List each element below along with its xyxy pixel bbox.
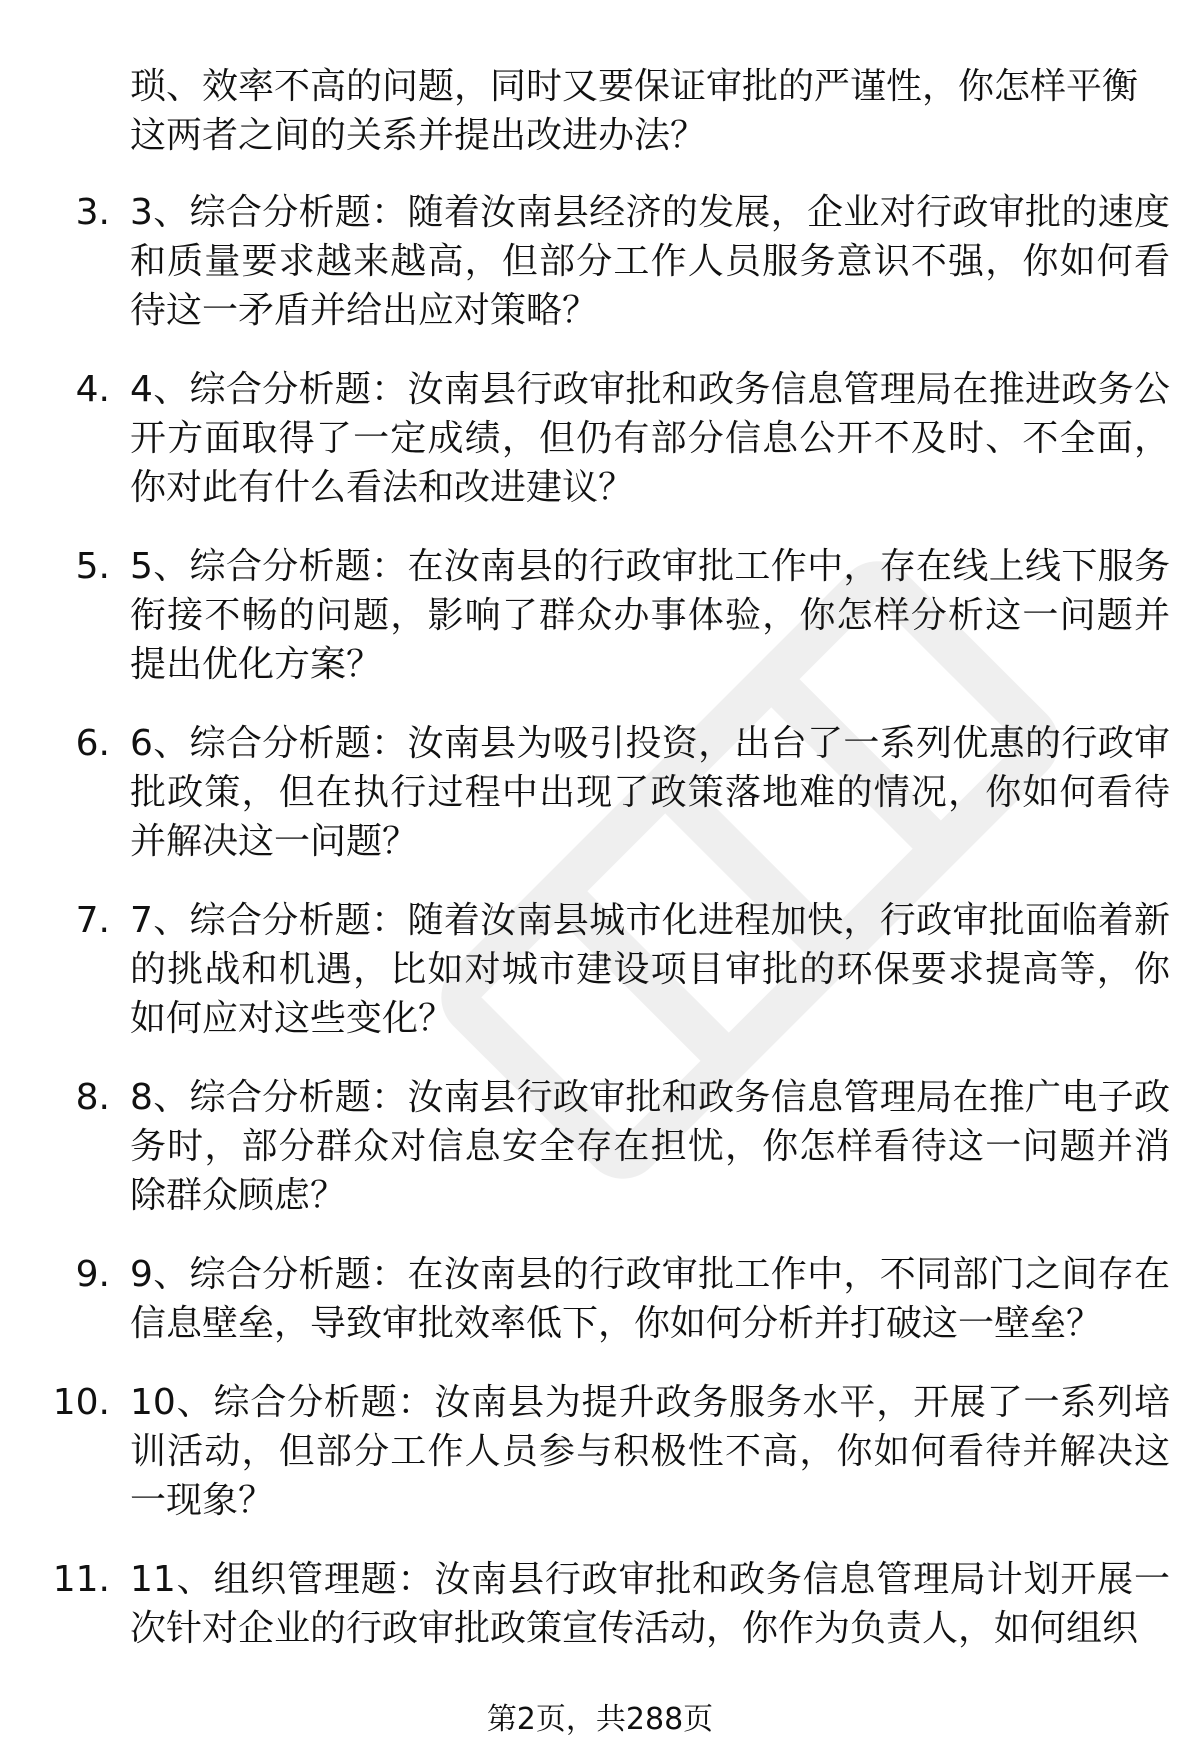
list-item-number: 3. (75, 192, 110, 233)
list-item-number: 6. (75, 723, 110, 764)
list-item-text: 8、综合分析题：汝南县行政审批和政务信息管理局在推广电子政务时，部分群众对信息安全存在担忧，你怎样看待这一问题并消除群众顾虑？ (130, 1077, 1170, 1216)
list-item (0, 188, 1200, 335)
list-item-number: 8. (75, 1077, 110, 1118)
list-item-number: 5. (75, 546, 110, 587)
list-item (0, 719, 1200, 866)
list-item (0, 1378, 1200, 1525)
list-item (0, 896, 1200, 1043)
list-item-text: 4、综合分析题：汝南县行政审批和政务信息管理局在推进政务公开方面取得了一定成绩，但仍有部分信息公开不及时、不全面，你对此有什么看法和改进建议？ (130, 369, 1170, 508)
list-item-number: 4. (75, 369, 110, 410)
list-item-number: 11. (52, 1559, 110, 1600)
list-item-text: 6、综合分析题：汝南县为吸引投资，出台了一系列优惠的行政审批政策，但在执行过程中出现了政策落地难的情况，你如何看待并解决这一问题？ (130, 723, 1170, 862)
list-item-text: 7、综合分析题：随着汝南县城市化进程加快，行政审批面临着新的挑战和机遇，比如对城市建设项目审批的环保要求提高等，你如何应对这些变化？ (130, 900, 1170, 1039)
question-list (0, 188, 1200, 1683)
list-item-number: 9. (75, 1254, 110, 1295)
continued-paragraph: 琐、效率不高的问题，同时又要保证审批的严谨性，你怎样平衡这两者之间的关系并提出改进办法？ (130, 66, 1139, 156)
list-item (0, 1250, 1200, 1348)
list-item (0, 365, 1200, 512)
list-item-text: 9、综合分析题：在汝南县的行政审批工作中，不同部门之间存在信息壁垒，导致审批效率低下，你如何分析并打破这一壁垒？ (130, 1254, 1170, 1344)
list-item (0, 542, 1200, 689)
list-item-text: 3、综合分析题：随着汝南县经济的发展，企业对行政审批的速度和质量要求越来越高，但部分工作人员服务意识不强，你如何看待这一矛盾并给出应对策略？ (130, 192, 1170, 331)
list-item-text: 10、综合分析题：汝南县为提升政务服务水平，开展了一系列培训活动，但部分工作人员参与积极性不高，你如何看待并解决这一现象？ (130, 1382, 1170, 1521)
list-item-text: 5、综合分析题：在汝南县的行政审批工作中，存在线上线下服务衔接不畅的问题，影响了群众办事体验，你怎样分析这一问题并提出优化方案？ (130, 546, 1170, 685)
list-item-number: 7. (75, 900, 110, 941)
list-item (0, 1073, 1200, 1220)
list-item-text: 11、组织管理题：汝南县行政审批和政务信息管理局计划开展一次针对企业的行政审批政策宣传活动，你作为负责人，如何组织 (130, 1559, 1170, 1649)
page-footer: 第2页，共288页 (486, 1702, 714, 1737)
list-item-number: 10. (52, 1382, 110, 1423)
list-item (0, 1555, 1200, 1653)
